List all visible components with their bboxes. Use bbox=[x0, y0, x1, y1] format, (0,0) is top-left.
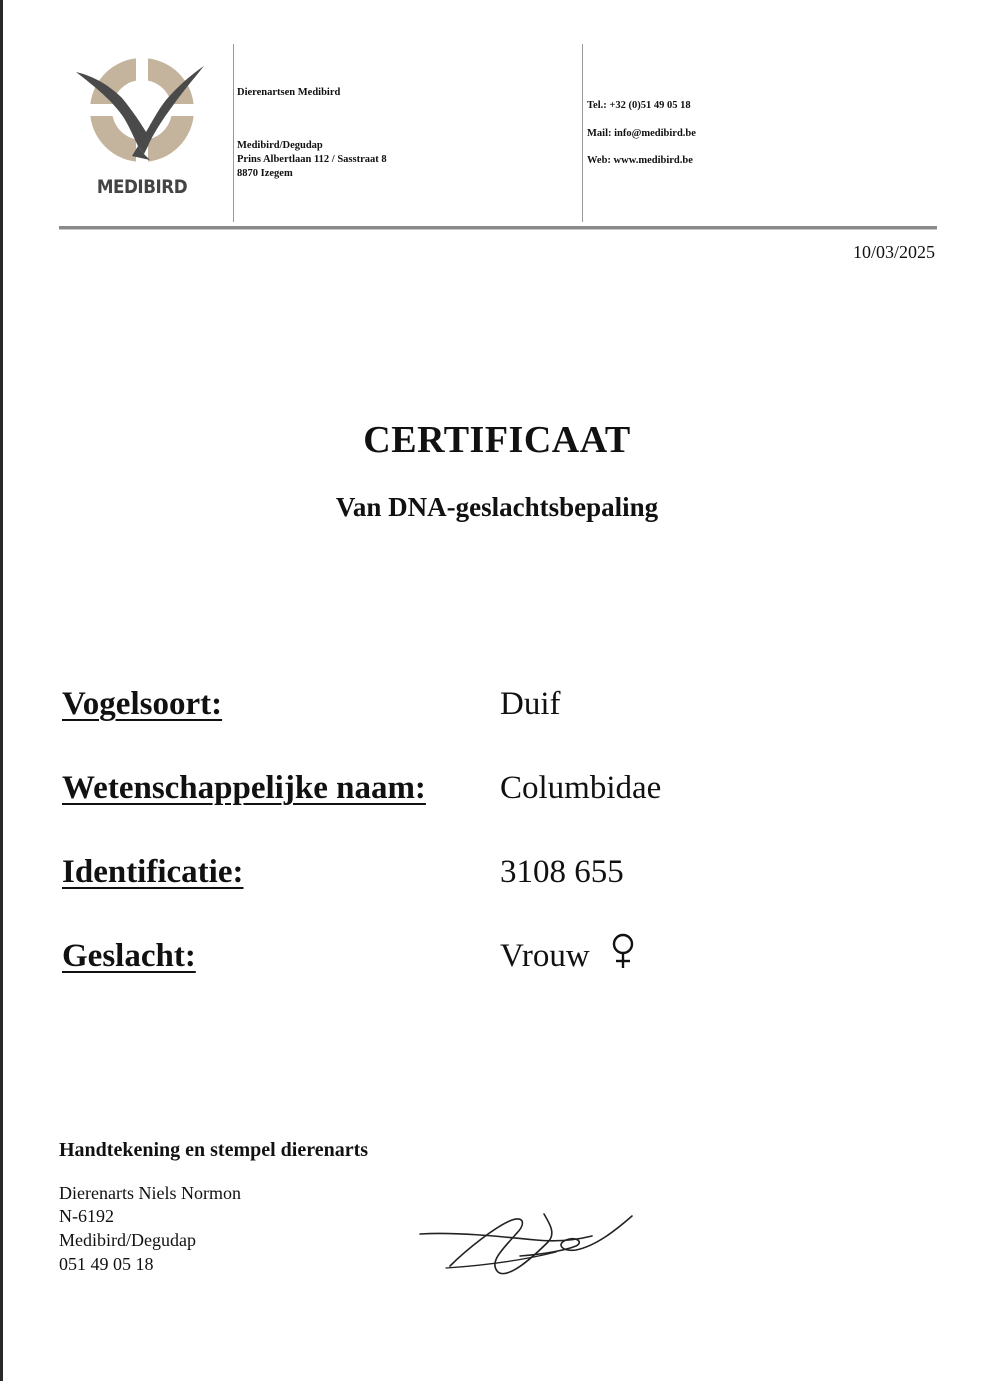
vet-name: Dierenarts Niels Normon bbox=[59, 1183, 241, 1203]
field-value-identificatie: 3108 655 bbox=[500, 854, 624, 890]
vet-phone: 051 49 05 18 bbox=[59, 1254, 154, 1274]
contact-web: Web: www.medibird.be bbox=[587, 155, 693, 166]
clinic-name: Dierenartsen Medibird bbox=[237, 87, 341, 98]
bird-in-circle-logo-icon bbox=[74, 52, 210, 182]
page-edge bbox=[0, 0, 3, 1381]
field-label-geslacht: Geslacht: bbox=[62, 938, 196, 974]
certificate-subtitle: Van DNA-geslachtsbepaling bbox=[335, 492, 659, 522]
contact-mail: Mail: info@medibird.be bbox=[587, 128, 696, 139]
vet-number: N-6192 bbox=[59, 1206, 114, 1226]
field-value-wetenschappelijke-naam: Columbidae bbox=[500, 770, 662, 806]
field-label-identificatie: Identificatie: bbox=[62, 854, 244, 890]
address-line-2: Prins Albertlaan 112 / Sasstraat 8 bbox=[237, 154, 387, 165]
logo-wordmark: MEDIBIRD bbox=[96, 176, 188, 198]
field-label-vogelsoort: Vogelsoort: bbox=[62, 686, 223, 722]
document-date: 10/03/2025 bbox=[852, 242, 935, 262]
certificate-title: CERTIFICAAT bbox=[363, 419, 631, 461]
field-label-wetenschappelijke-naam: Wetenschappelijke naam: bbox=[62, 770, 426, 806]
address-line-1: Medibird/Degudap bbox=[237, 140, 323, 151]
signature-title: Handtekening en stempel dierenarts bbox=[59, 1139, 369, 1161]
field-value-vogelsoort: Duif bbox=[500, 686, 561, 722]
header-divider-right bbox=[582, 44, 583, 222]
medibird-logo bbox=[74, 52, 210, 212]
handwritten-signature-icon bbox=[416, 1206, 638, 1282]
venus-icon bbox=[608, 932, 638, 972]
vet-practice: Medibird/Degudap bbox=[59, 1230, 196, 1250]
field-value-geslacht: Vrouw bbox=[500, 938, 590, 974]
header-divider-left bbox=[233, 44, 234, 222]
address-line-3: 8870 Izegem bbox=[237, 168, 293, 179]
header-rule bbox=[59, 226, 937, 230]
contact-tel: Tel.: +32 (0)51 49 05 18 bbox=[587, 100, 691, 111]
